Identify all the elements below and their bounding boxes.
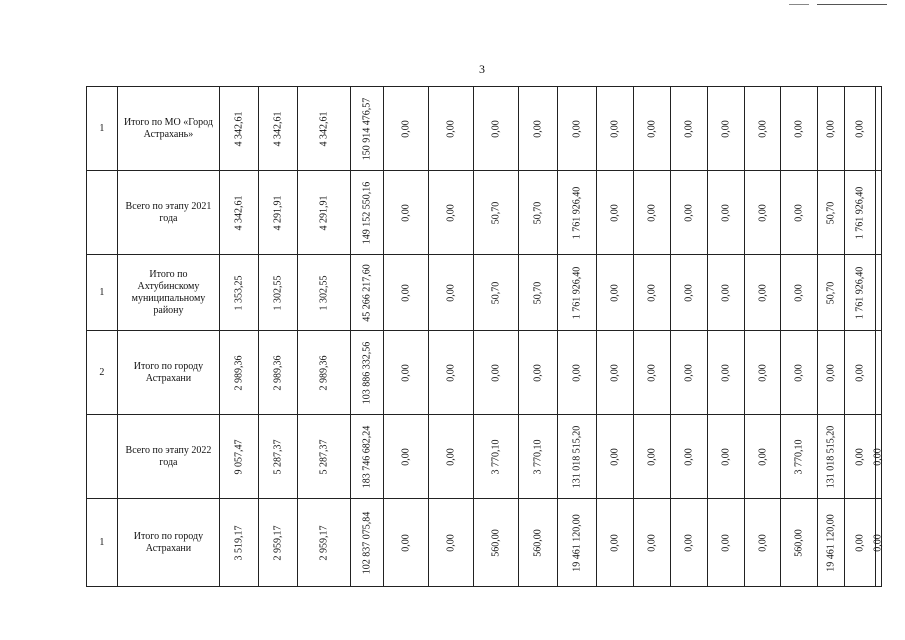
value-text: 50,70 [825,281,837,304]
value-cell [781,87,818,171]
value-cell [744,415,781,499]
value-text: 0,00 [854,119,866,138]
value-text: 2 989,36 [272,355,284,390]
value-cell [633,415,670,499]
value-cell [597,255,634,331]
value-cell [351,499,384,587]
value-cell [298,415,351,499]
value-cell [844,331,875,415]
value-text: 0,00 [720,283,732,302]
value-text: 560,00 [793,528,805,557]
row-number-cell [87,171,118,255]
value-cell [670,499,707,587]
value-cell [744,331,781,415]
value-text: 0,00 [490,119,502,138]
table-row [87,171,882,255]
value-cell [558,331,597,415]
value-text: 0,00 [400,533,412,552]
value-text: 0,00 [445,447,457,466]
value-cell [259,87,298,171]
row-name-cell: Итого по МО «Город Астрахань» [117,87,219,171]
value-text: 3 519,17 [233,525,245,560]
value-cell [429,331,474,415]
value-cell [781,255,818,331]
value-cell [519,415,558,499]
value-text: 0,00 [757,283,769,302]
value-text: 0,00 [793,203,805,222]
value-cell [519,255,558,331]
value-text: 0,00 [720,533,732,552]
value-cell [384,255,429,331]
value-text: 3 770,10 [532,439,544,474]
value-cell [519,499,558,587]
value-text: 0,00 [609,203,621,222]
value-cell [259,415,298,499]
value-text: 0,00 [400,363,412,382]
value-text: 0,00 [445,119,457,138]
value-text: 560,00 [532,528,544,557]
value-text: 0,00 [400,447,412,466]
value-text: 0,00 [400,203,412,222]
value-text: 50,70 [490,281,502,304]
value-cell [818,255,845,331]
value-cell [818,331,845,415]
value-text: 0,00 [825,119,837,138]
value-cell [818,87,845,171]
row-number-cell: 2 [87,331,118,415]
value-text: 0,00 [646,363,658,382]
value-text: 560,00 [490,528,502,557]
value-cell [384,415,429,499]
value-text: 0,00 [532,363,544,382]
value-text: 19 461 120,00 [571,513,583,572]
value-cell [670,415,707,499]
data-table [86,86,882,587]
value-cell [259,171,298,255]
value-text: 0,00 [609,447,621,466]
value-text: 0,00 [571,119,583,138]
value-cell [474,255,519,331]
value-text: 183 746 682,24 [361,425,373,488]
value-cell [220,255,259,331]
value-text: 3 770,10 [490,439,502,474]
value-cell [220,415,259,499]
value-cell [429,171,474,255]
value-cell [597,87,634,171]
value-text: 0,00 [757,533,769,552]
table-row [87,255,882,331]
value-text: 0,00 [683,119,695,138]
value-cell [351,171,384,255]
value-text: 4 342,61 [318,111,330,146]
value-text: 0,00 [609,119,621,138]
page-number: 3 [479,62,485,76]
table-row [87,415,882,499]
value-text: 0,00 [720,119,732,138]
value-cell [558,87,597,171]
value-text: 1 761 926,40 [571,266,583,319]
value-text: 0,00 [445,283,457,302]
value-cell [872,415,884,499]
value-text: 0,00 [793,119,805,138]
value-text: 0,00 [854,533,866,552]
value-text: 45 266 217,60 [361,263,373,322]
value-cell [670,87,707,171]
value-cell [744,255,781,331]
value-cell [429,415,474,499]
value-cell [707,87,744,171]
value-cell [844,255,875,331]
value-text: 2 989,36 [233,355,245,390]
value-cell [351,331,384,415]
value-text: 0,00 [683,533,695,552]
value-cell [351,87,384,171]
value-cell [875,331,881,415]
value-text: 0,00 [720,447,732,466]
value-cell [558,415,597,499]
value-text: 0,00 [609,283,621,302]
value-text: 1 761 926,40 [571,186,583,239]
value-text: 150 914 476,57 [361,97,373,160]
value-text: 0,00 [757,447,769,466]
row-number-cell: 1 [87,255,118,331]
value-cell [670,331,707,415]
value-cell [474,499,519,587]
value-cell [259,499,298,587]
value-cell [707,171,744,255]
value-text: 0,00 [445,533,457,552]
value-text: 0,00 [609,363,621,382]
value-cell [519,87,558,171]
value-cell [597,415,634,499]
value-text: 4 342,61 [233,111,245,146]
value-cell [781,331,818,415]
value-text: 0,00 [400,283,412,302]
value-cell [872,499,884,587]
value-text: 4 291,91 [272,195,284,230]
value-text: 0,00 [872,447,884,466]
value-text: 0,00 [757,203,769,222]
value-text: 0,00 [854,363,866,382]
value-text: 1 353,25 [233,275,245,310]
value-text: 50,70 [532,281,544,304]
value-cell [384,331,429,415]
value-text: 0,00 [445,363,457,382]
value-cell [558,255,597,331]
value-text: 2 989,36 [318,355,330,390]
value-text: 9 057,47 [233,439,245,474]
value-cell [744,499,781,587]
value-cell [384,87,429,171]
table-row [87,87,882,171]
value-text: 0,00 [609,533,621,552]
value-cell [558,499,597,587]
value-text: 4 342,61 [272,111,284,146]
row-name-cell: Всего по этапу 2021 года [117,171,219,255]
value-text: 50,70 [532,201,544,224]
value-cell [298,499,351,587]
row-name-cell: Всего по этапу 2022 года [117,415,219,499]
value-text: 50,70 [490,201,502,224]
value-text: 2 959,17 [272,525,284,560]
value-cell [875,255,881,331]
value-text: 0,00 [757,119,769,138]
value-text: 0,00 [683,203,695,222]
value-text: 0,00 [400,119,412,138]
value-text: 2 959,17 [318,525,330,560]
value-text: 0,00 [683,363,695,382]
value-cell [597,331,634,415]
value-cell [844,499,875,587]
value-cell [597,171,634,255]
value-cell [429,499,474,587]
value-text: 131 018 515,20 [571,425,583,488]
table-row [87,331,882,415]
value-cell [298,171,351,255]
value-cell [744,87,781,171]
value-text: 1 761 926,40 [854,266,866,319]
value-cell [259,255,298,331]
value-text: 0,00 [646,447,658,466]
value-cell [429,255,474,331]
value-text: 0,00 [571,363,583,382]
value-cell [670,255,707,331]
value-text: 1 761 926,40 [854,186,866,239]
value-text: 5 287,37 [318,439,330,474]
value-text: 0,00 [683,283,695,302]
value-cell [875,87,881,171]
value-text: 0,00 [445,203,457,222]
value-cell [474,87,519,171]
value-text: 50,70 [825,201,837,224]
value-text: 0,00 [490,363,502,382]
value-text: 0,00 [825,363,837,382]
value-text: 0,00 [720,203,732,222]
value-cell [220,499,259,587]
value-cell [259,331,298,415]
scan-line-mark [817,4,887,5]
value-text: 0,00 [872,533,884,552]
row-name-cell: Итого по городу Астрахани [117,331,219,415]
value-cell [633,255,670,331]
value-text: 0,00 [646,119,658,138]
value-text: 0,00 [720,363,732,382]
value-cell [474,171,519,255]
value-text: 0,00 [646,203,658,222]
value-cell [744,171,781,255]
value-cell [875,171,881,255]
value-cell [220,87,259,171]
value-text: 103 886 332,56 [361,341,373,404]
row-name-cell: Итого по городу Астрахани [117,499,219,587]
value-cell [220,331,259,415]
value-cell [781,415,818,499]
row-number-cell: 1 [87,499,118,587]
value-cell [844,415,875,499]
value-cell [818,415,845,499]
value-text: 0,00 [757,363,769,382]
value-cell [351,415,384,499]
value-text: 5 287,37 [272,439,284,474]
value-text: 0,00 [793,363,805,382]
value-text: 0,00 [854,447,866,466]
value-cell [519,171,558,255]
value-cell [818,499,845,587]
value-cell [220,171,259,255]
value-cell [707,331,744,415]
value-text: 0,00 [683,447,695,466]
value-cell [474,331,519,415]
row-number-cell [87,415,118,499]
value-text: 149 152 550,16 [361,181,373,244]
value-cell [298,87,351,171]
value-cell [633,87,670,171]
table-row [87,499,882,587]
value-cell [633,331,670,415]
value-cell [633,171,670,255]
value-cell [707,499,744,587]
value-cell [558,171,597,255]
value-text: 1 302,55 [318,275,330,310]
value-text: 0,00 [793,283,805,302]
value-cell [781,171,818,255]
value-text: 131 018 515,20 [825,425,837,488]
row-name-cell: Итого по Ахтубинскому муниципальному району [117,255,219,331]
value-cell [707,255,744,331]
scan-line-mark [789,4,809,5]
value-cell [670,171,707,255]
value-text: 4 342,61 [233,195,245,230]
value-cell [474,415,519,499]
value-text: 4 291,91 [318,195,330,230]
value-text: 0,00 [646,533,658,552]
value-text: 19 461 120,00 [825,513,837,572]
value-cell [351,255,384,331]
value-cell [597,499,634,587]
value-cell [519,331,558,415]
value-cell [781,499,818,587]
value-cell [384,499,429,587]
value-cell [384,171,429,255]
value-text: 1 302,55 [272,275,284,310]
value-text: 0,00 [532,119,544,138]
value-cell [298,331,351,415]
value-cell [818,171,845,255]
value-cell [298,255,351,331]
value-text: 102 837 075,84 [361,511,373,574]
value-cell [844,171,875,255]
value-cell [707,415,744,499]
value-text: 0,00 [646,283,658,302]
value-cell [633,499,670,587]
value-cell [429,87,474,171]
value-text: 3 770,10 [793,439,805,474]
value-cell [844,87,875,171]
row-number-cell: 1 [87,87,118,171]
